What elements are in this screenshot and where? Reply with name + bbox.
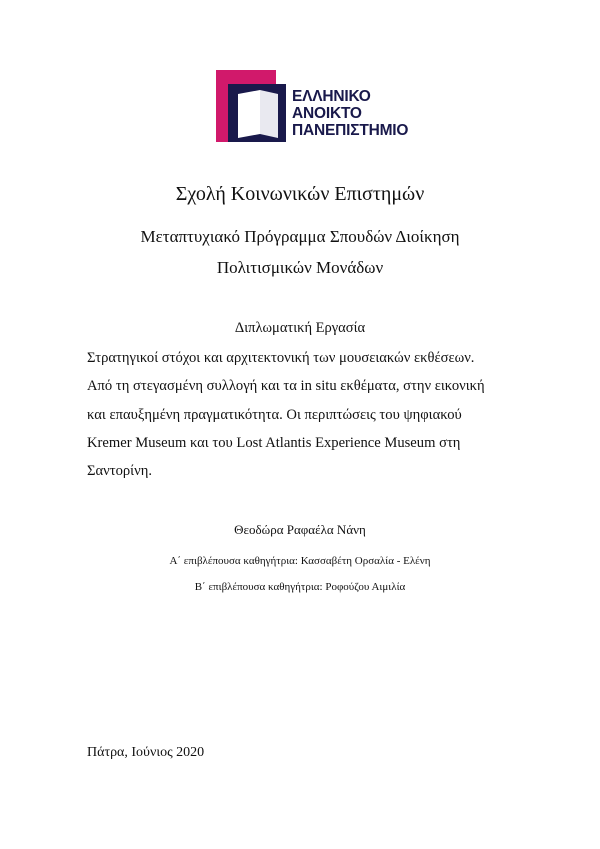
logo-line-1: ΕΛΛΗΝΙΚΟ: [292, 88, 371, 105]
thesis-title-line: και επαυξημένη πραγματικότητα. Οι περιπτώσεις του ψηφιακού: [87, 406, 462, 423]
logo-line-3: ΠΑΝΕΠΙΣΤΗΜΙΟ: [292, 122, 409, 139]
author-name: Θεοδώρα Ραφαέλα Νάνη: [234, 522, 366, 537]
thesis-title-line: Kremer Museum και του Lost Atlantis Experience Museum στη: [87, 434, 461, 451]
place-and-date: Πάτρα, Ιούνιος 2020: [87, 745, 205, 760]
program-name-line-2: Πολιτισμικών Μονάδων: [216, 258, 384, 277]
thesis-title-line: Στρατηγικοί στόχοι και αρχιτεκτονική των μουσειακών εκθέσεων.: [87, 350, 475, 366]
thesis-title: [87, 344, 527, 485]
thesis-type-label: Διπλωματική Εργασία: [234, 320, 366, 336]
school-name: Σχολή Κοινωνικών Επιστημών: [175, 183, 425, 205]
logo-wordmark: [292, 88, 408, 139]
thesis-title-line: Από τη στεγασμένη συλλογή και τα in situ εκθέματα, στην εικονική: [87, 378, 485, 395]
second-supervisor: Β΄ επιβλέπουσα καθηγήτρια: Ροφούζου Αιμιλία: [194, 581, 406, 593]
program-name-line-1: Μεταπτυχιακό Πρόγραμμα Σπουδών Διοίκηση: [140, 227, 460, 246]
first-supervisor: Α΄ επιβλέπουσα καθηγήτρια: Κασσαβέτη Ορσαλία - Ελένη: [169, 555, 431, 567]
eap-logo-icon: [216, 70, 286, 142]
logo-line-2: ΑΝΟΙΚΤΟ: [292, 105, 362, 122]
thesis-title-line: Σαντορίνη.: [87, 463, 152, 480]
university-logo: [216, 70, 409, 145]
